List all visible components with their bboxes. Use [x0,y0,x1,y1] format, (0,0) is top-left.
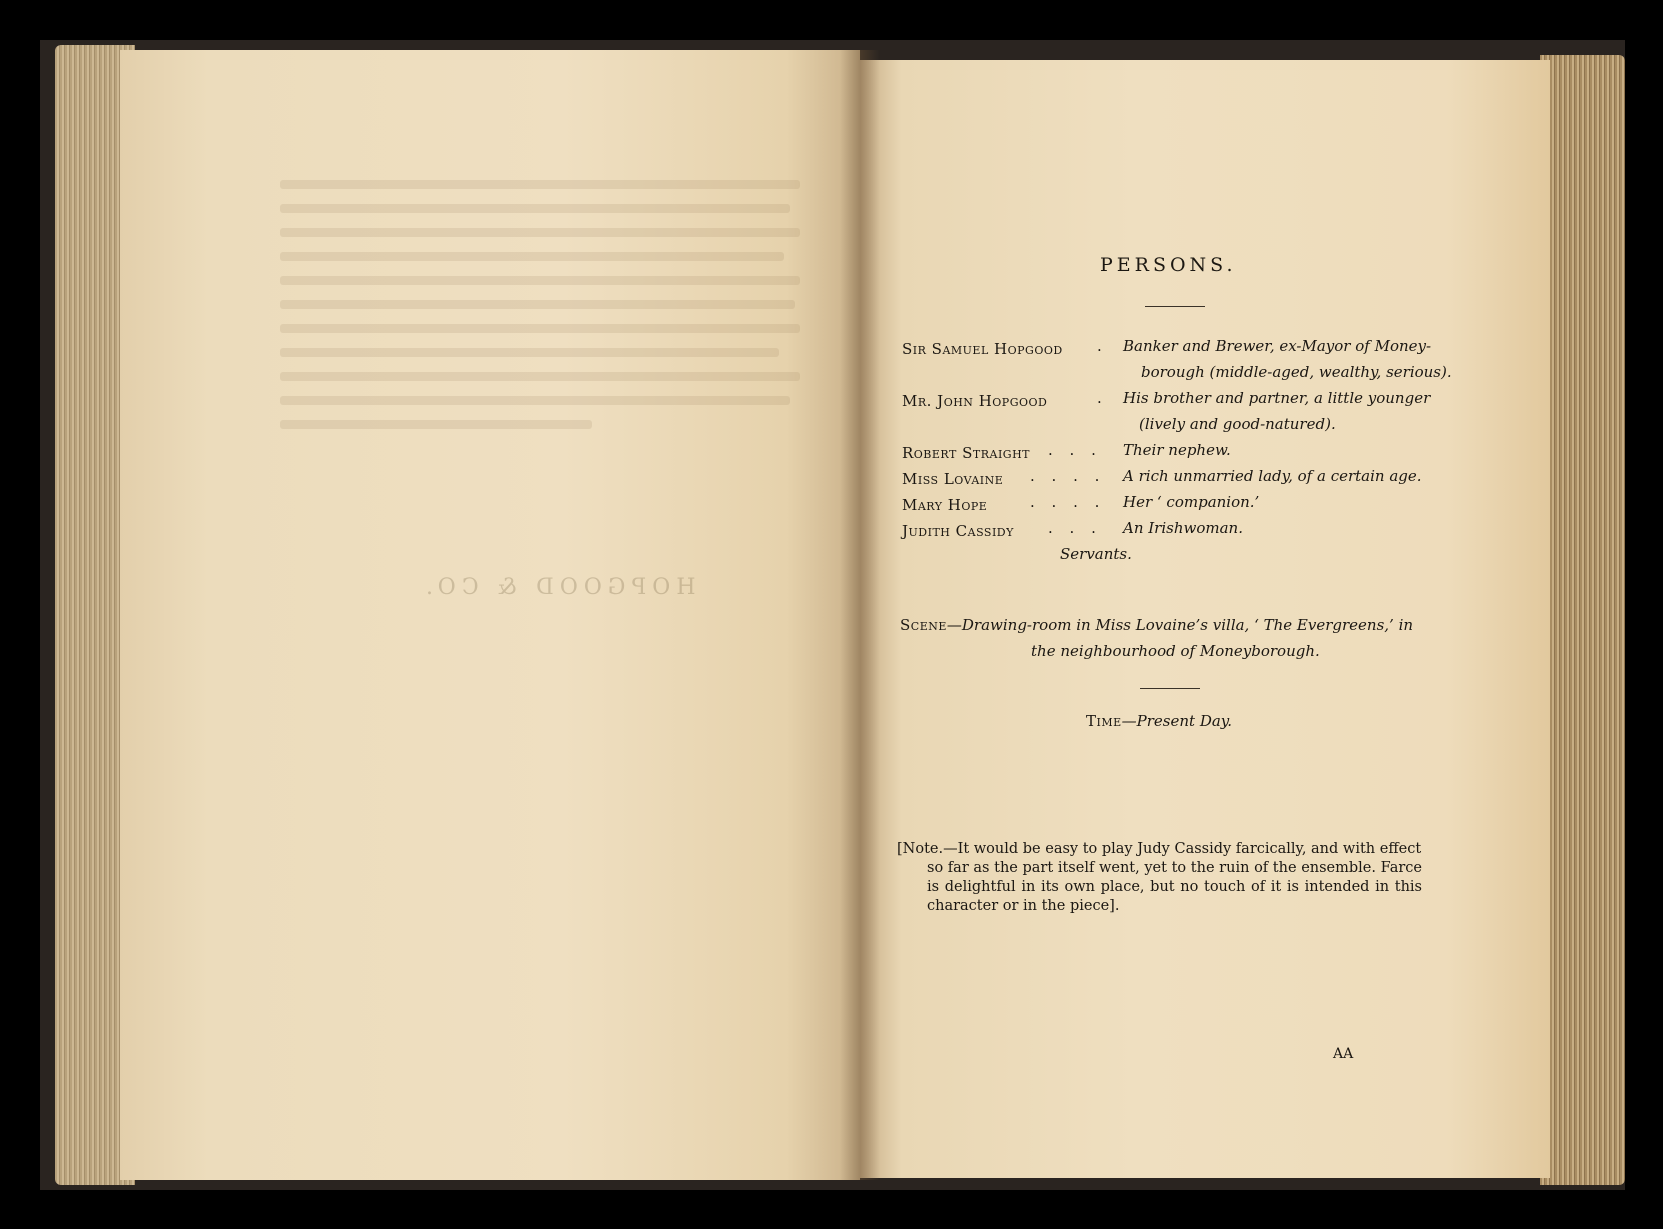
scene-line-cont [1031,642,1320,660]
servants-label: Servants. [1060,545,1132,563]
character-name: Judith Cassidy [902,522,1014,540]
leader-dots: . . . . [1030,467,1106,485]
character-description: His brother and partner, a little younger [1123,389,1431,407]
time-value: —Present Day. [1121,712,1233,730]
book-gutter [840,50,880,1180]
character-description-cont: (lively and good-natured). [1139,415,1336,433]
character-description: Their nephew. [1123,441,1231,459]
character-name: Robert Straight [902,444,1031,462]
character-description: A rich unmarried lady, of a certain age. [1123,467,1422,485]
character-description: Banker and Brewer, ex-Mayor of Money- [1123,337,1432,355]
character-name: Miss Lovaine [902,470,1004,488]
scene-line [900,616,1413,634]
character-description-cont: borough (middle-aged, wealthy, serious). [1141,363,1452,381]
note-first-line: [Note.—It would be easy to play Judy Cassidy farcically, and with effect [897,841,1422,857]
character-name: Mr. John Hopgood [902,392,1048,410]
leader-dots: . . . [1048,441,1102,459]
time-label: Time [1086,712,1122,730]
heading-rule [1145,306,1205,307]
character-name: Sir Samuel Hopgood [902,340,1063,358]
leader-dots: . [1097,337,1108,355]
note-continuation: so far as the part itself went, yet to the ruin of the ensemble. Farce is delightful in its own place, but no touch of it is intended in this character or in the piece]. [927,860,1422,914]
character-description: An Irishwoman. [1123,519,1243,537]
character-name: Mary Hope [902,496,988,514]
show-through-text [280,180,800,444]
scene-rule [1140,688,1200,689]
time-line [1086,712,1232,730]
leader-dots: . [1097,389,1108,407]
persons-heading: PERSONS. [1100,254,1237,276]
right-page-edges [1540,55,1625,1185]
scene-text-cont: the neighbourhood of Moneyborough. [1031,642,1320,660]
scene-label: Scene [900,616,947,634]
note-paragraph [897,840,1422,916]
leader-dots: . . . . [1030,493,1106,511]
leader-dots: . . . [1048,519,1102,537]
signature-mark: AA [1333,1046,1354,1062]
character-description: Her ‘ companion.’ [1123,493,1260,511]
show-through-title: HOPGOOD & CO. [420,575,696,600]
scene-text: —Drawing-room in Miss Lovaine’s villa, ‘ The Evergreens,’ in [946,616,1414,634]
